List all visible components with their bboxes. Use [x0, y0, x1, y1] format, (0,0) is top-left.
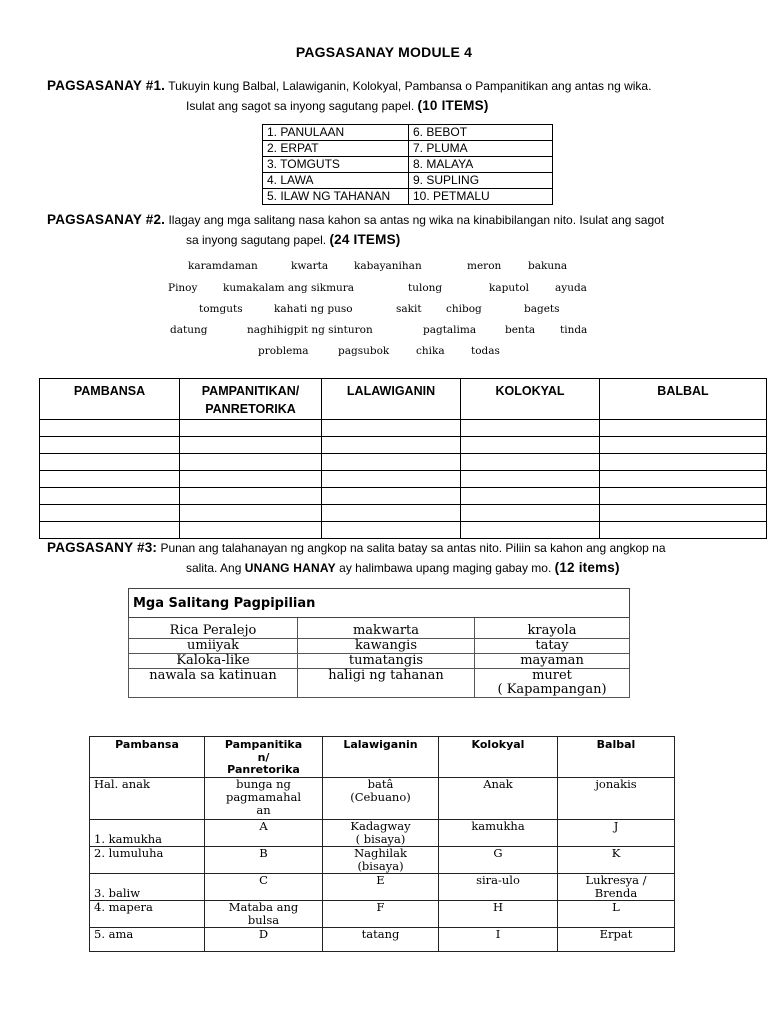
table-cell: 5. ama: [90, 927, 205, 951]
cell-line: bulsa: [247, 912, 280, 927]
table-cell: [558, 873, 675, 900]
table-cell[interactable]: A: [205, 819, 323, 846]
exercise-1-count: (10 ITEMS): [417, 98, 489, 113]
exercise-3-instructions: [47, 538, 666, 578]
table-cell[interactable]: G: [439, 846, 558, 873]
item-cell: 7. PLUMA: [409, 141, 553, 157]
table-cell[interactable]: J: [558, 819, 675, 846]
column-header: [180, 379, 322, 420]
word-bank-item: bakuna: [528, 260, 568, 272]
cell-line: Mataba ang: [228, 899, 299, 914]
cell-line: batâ: [367, 776, 394, 791]
header-line: PANRETORIKA: [205, 402, 296, 416]
table-cell: tatang: [323, 927, 439, 951]
table-row: [90, 873, 675, 900]
word-bank-item: naghihigpit ng sinturon: [247, 324, 373, 336]
answer-cell[interactable]: [600, 437, 767, 454]
answer-row: [40, 437, 767, 454]
table-cell: Hal. anak: [90, 777, 205, 819]
table-cell[interactable]: C: [205, 873, 323, 900]
choice-line: muret: [532, 668, 572, 683]
answer-cell[interactable]: [600, 471, 767, 488]
answer-cell[interactable]: [40, 471, 180, 488]
exercise-2-line1: Ilagay ang mga salitang nasa kahon sa antas ng wika na kinabibilangan nito. Isulat ang sagot: [168, 213, 665, 227]
choice-cell: krayola: [475, 618, 630, 639]
header-line: Panretorika: [227, 763, 300, 776]
exercise-1-instructions: [47, 76, 651, 116]
header-line: PAMPANITIKAN/: [201, 384, 300, 398]
answer-cell[interactable]: [600, 505, 767, 522]
choice-cell: Kaloka-like: [129, 654, 298, 669]
answer-cell[interactable]: [40, 454, 180, 471]
choice-cell: makwarta: [298, 618, 475, 639]
word-bank-item: pagsubok: [338, 345, 390, 357]
choice-cell: Rica Peralejo: [129, 618, 298, 639]
choice-cell: kawangis: [298, 639, 475, 654]
word-bank-item: kabayanihan: [354, 260, 422, 272]
item-cell: 2. ERPAT: [263, 141, 409, 157]
word-bank-item: datung: [170, 324, 208, 336]
exercise-3-emphasis: UNANG HANAY: [244, 561, 336, 575]
word-bank-item: benta: [505, 324, 536, 336]
header-line: Pampanitika: [224, 738, 303, 751]
word-choices-title: Mga Salitang Pagpipilian: [129, 589, 630, 618]
answer-cell[interactable]: [322, 522, 461, 539]
exercise-2-count: (24 ITEMS): [329, 232, 401, 247]
item-cell: 8. MALAYA: [409, 157, 553, 173]
item-cell: 4. LAWA: [263, 173, 409, 189]
column-header: LALAWIGANIN: [322, 379, 461, 420]
choice-line: ( Kapampangan): [497, 682, 607, 697]
answer-row: [40, 471, 767, 488]
exercise-2-instructions: [47, 210, 664, 250]
word-bank-item: tinda: [560, 324, 588, 336]
answer-row: [40, 488, 767, 505]
column-header: KOLOKYAL: [461, 379, 600, 420]
table-cell[interactable]: F: [323, 900, 439, 927]
table-cell: 4. mapera: [90, 900, 205, 927]
answer-cell[interactable]: [600, 522, 767, 539]
answer-cell[interactable]: [40, 488, 180, 505]
column-header: Kolokyal: [439, 737, 558, 778]
item-cell: 9. SUPLING: [409, 173, 553, 189]
exercise-1-items-table: [262, 124, 553, 205]
column-header: PAMBANSA: [40, 379, 180, 420]
word-bank-item: kahati ng puso: [274, 303, 353, 315]
answer-cell[interactable]: [461, 505, 600, 522]
item-cell: 3. TOMGUTS: [263, 157, 409, 173]
word-bank-item: tomguts: [199, 303, 243, 315]
column-header: Pambansa: [90, 737, 205, 778]
answer-cell[interactable]: [600, 488, 767, 505]
word-bank-item: kwarta: [291, 260, 329, 272]
answer-cell[interactable]: [461, 488, 600, 505]
table-cell: kamukha: [439, 819, 558, 846]
choice-cell: tatay: [475, 639, 630, 654]
answer-row: [40, 522, 767, 539]
item-cell: 6. BEBOT: [409, 125, 553, 141]
answer-cell[interactable]: [461, 454, 600, 471]
word-bank-item: kumakalam ang sikmura: [223, 282, 355, 294]
table-cell[interactable]: E: [323, 873, 439, 900]
table-cell: Erpat: [558, 927, 675, 951]
item-cell: 1. PANULAAN: [263, 125, 409, 141]
answer-cell[interactable]: [322, 420, 461, 437]
answer-row: [40, 505, 767, 522]
exercise-3-count: (12 items): [554, 560, 620, 575]
table-row: [90, 900, 675, 927]
header-line: n/: [257, 750, 270, 764]
choice-cell: umiiyak: [129, 639, 298, 654]
answer-row: [40, 454, 767, 471]
answer-cell[interactable]: [322, 437, 461, 454]
answer-row: [40, 420, 767, 437]
table-cell: [323, 846, 439, 873]
cell-line: Naghilak: [354, 845, 407, 860]
exercise-3-answer-table: [89, 736, 675, 952]
table-cell[interactable]: I: [439, 927, 558, 951]
column-header: [205, 737, 323, 778]
table-cell[interactable]: K: [558, 846, 675, 873]
answer-cell[interactable]: [461, 420, 600, 437]
table-cell: [205, 777, 323, 819]
table-cell[interactable]: D: [205, 927, 323, 951]
word-bank-item: bagets: [524, 303, 560, 315]
word-choices-table: [128, 588, 630, 698]
table-cell[interactable]: B: [205, 846, 323, 873]
cell-line: Kadagway: [350, 818, 411, 833]
table-cell: jonakis: [558, 777, 675, 819]
answer-cell[interactable]: [180, 505, 322, 522]
answer-cell[interactable]: [180, 437, 322, 454]
table-row: [90, 777, 675, 819]
word-bank-item: chika: [416, 345, 445, 357]
answer-cell[interactable]: [180, 454, 322, 471]
exercise-1-line1: Tukuyin kung Balbal, Lalawiganin, Kolokyal, Pambansa o Pampanitikan ang antas ng wika.: [168, 79, 652, 93]
column-header: BALBAL: [600, 379, 767, 420]
table-row: [90, 819, 675, 846]
column-header: Balbal: [558, 737, 675, 778]
cell-line: Brenda: [594, 885, 638, 900]
exercise-2-line2: sa inyong sagutang papel.: [186, 233, 327, 247]
word-bank-item: problema: [258, 345, 309, 357]
table-cell: sira-ulo: [439, 873, 558, 900]
choice-cell: mayaman: [475, 654, 630, 669]
word-bank-item: sakit: [396, 303, 422, 315]
exercise-3-line2: salita. Ang: [186, 561, 242, 575]
table-cell[interactable]: L: [558, 900, 675, 927]
word-bank-item: karamdaman: [188, 260, 258, 272]
answer-cell[interactable]: [322, 471, 461, 488]
table-row: [90, 846, 675, 873]
column-header: Lalawiganin: [323, 737, 439, 778]
table-cell: 3. baliw: [90, 873, 205, 900]
cell-line: pagmamahal: [225, 789, 302, 804]
answer-cell[interactable]: [322, 488, 461, 505]
word-bank-item: tulong: [408, 282, 443, 294]
table-cell: 1. kamukha: [90, 819, 205, 846]
word-bank-item: kaputol: [489, 282, 530, 294]
answer-cell[interactable]: [461, 471, 600, 488]
answer-cell[interactable]: [180, 471, 322, 488]
cell-line: ( bisaya): [355, 831, 406, 846]
table-cell: Anak: [439, 777, 558, 819]
answer-cell[interactable]: [180, 522, 322, 539]
word-bank-item: chibog: [446, 303, 482, 315]
word-bank-item: Pinoy: [168, 282, 198, 294]
item-cell: 5. ILAW NG TAHANAN: [263, 189, 409, 205]
cell-line: bunga ng: [236, 776, 291, 791]
exercise-2-label: PAGSASANAY #2.: [47, 212, 166, 227]
answer-cell[interactable]: [600, 420, 767, 437]
answer-cell[interactable]: [322, 505, 461, 522]
answer-cell[interactable]: [40, 420, 180, 437]
cell-line: (Cebuano): [350, 789, 411, 804]
table-row: [90, 927, 675, 951]
answer-cell[interactable]: [461, 522, 600, 539]
table-cell: [323, 819, 439, 846]
exercise-1-label: PAGSASANAY #1.: [47, 78, 166, 93]
table-cell[interactable]: H: [439, 900, 558, 927]
page-title: PAGSASANAY MODULE 4: [295, 44, 473, 60]
exercise-2-answer-table: [39, 378, 767, 539]
answer-cell[interactable]: [40, 505, 180, 522]
cell-line: an: [256, 802, 271, 817]
word-bank-item: todas: [471, 345, 500, 357]
exercise-3-line1: Punan ang talahanayan ng angkop na salita batay sa antas nito. Piliin sa kahon ang angkop na: [160, 541, 666, 555]
answer-cell[interactable]: [40, 522, 180, 539]
answer-cell[interactable]: [322, 454, 461, 471]
exercise-3-label: PAGSASANY #3:: [47, 540, 158, 555]
word-bank-item: meron: [467, 260, 502, 272]
exercise-3-line2-end: ay halimbawa upang maging gabay mo.: [339, 561, 552, 575]
answer-cell[interactable]: [40, 437, 180, 454]
word-bank-item: ayuda: [555, 282, 587, 294]
table-cell: [205, 900, 323, 927]
item-cell: 10. PETMALU: [409, 189, 553, 205]
table-cell: 2. lumuluha: [90, 846, 205, 873]
answer-cell[interactable]: [180, 420, 322, 437]
choice-cell: [475, 669, 630, 698]
cell-line: Lukresya /: [585, 872, 647, 887]
answer-cell[interactable]: [461, 437, 600, 454]
table-cell: [323, 777, 439, 819]
word-bank-item: pagtalima: [423, 324, 477, 336]
answer-cell[interactable]: [600, 454, 767, 471]
cell-line: (bisaya): [357, 858, 404, 873]
exercise-1-line2: Isulat ang sagot sa inyong sagutang papel.: [186, 99, 415, 113]
choice-cell: tumatangis: [298, 654, 475, 669]
choice-cell: haligi ng tahanan: [298, 669, 475, 698]
answer-cell[interactable]: [180, 488, 322, 505]
choice-cell: nawala sa katinuan: [129, 669, 298, 698]
